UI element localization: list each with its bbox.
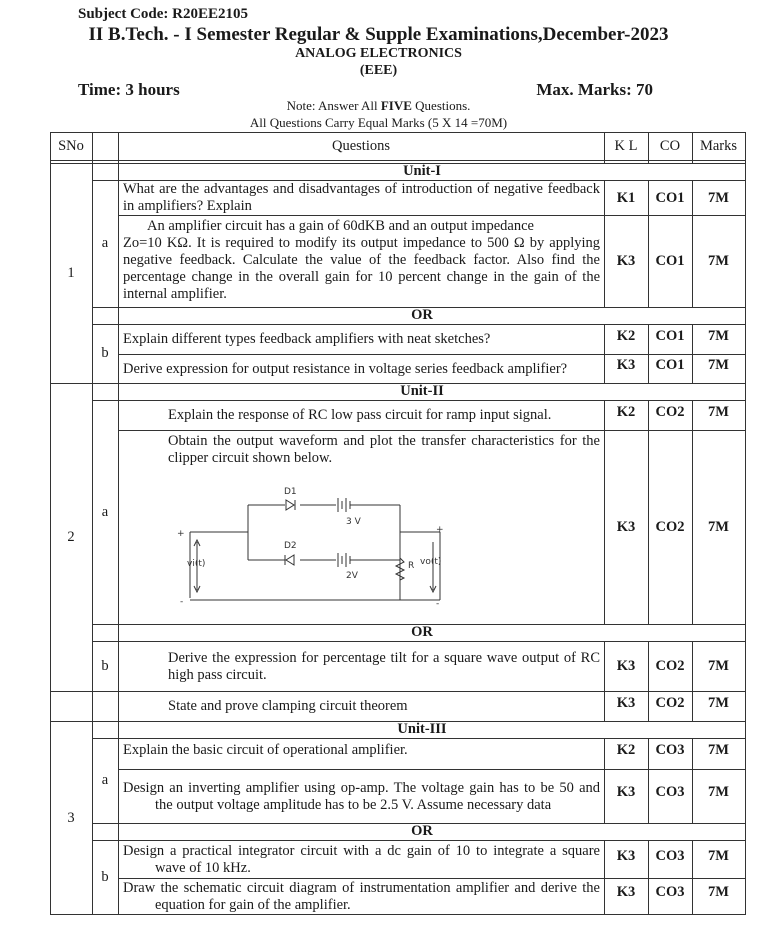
question-text bbox=[123, 217, 600, 308]
plus-sign: + bbox=[177, 529, 185, 539]
kl-value: K3 bbox=[616, 356, 636, 373]
question-text: Explain the response of RC low pass circuit for ramp input signal. bbox=[168, 407, 552, 423]
kl-value: K3 bbox=[616, 658, 636, 674]
kl-value: K3 bbox=[616, 883, 636, 900]
resistor-label: R bbox=[408, 561, 415, 571]
question-text: What are the advantages and disadvantages of introduction of negative feedback in amplifiers? Explain bbox=[123, 181, 600, 214]
exam-title: II B.Tech. - I Semester Regular & Supple Examinations,December-2023 bbox=[88, 24, 669, 45]
question-text: Design an inverting amplifier using op-amp. The voltage gain has to be 50 and the output voltage amplitude has to be 2.5 V. Assume necessary data bbox=[123, 779, 600, 813]
marks-value: 7M bbox=[708, 784, 729, 800]
co-value: CO1 bbox=[655, 253, 685, 269]
marks-note: All Questions Carry Equal Marks (5 X 14 =70M) bbox=[249, 115, 508, 130]
question-number: 2 bbox=[67, 528, 75, 545]
marks-value: 7M bbox=[708, 253, 729, 269]
or-separator: OR bbox=[411, 823, 433, 839]
question-text-rest: Zo=10 KΩ. It is required to modify its output impedance to 500 Ω by applying negative feedback. Calculate the value of the feedback factor. Also find the percentage change in the overall gain for 10 percent change in the gain of the internal amplifier. bbox=[123, 235, 600, 302]
note-line bbox=[0, 98, 757, 114]
note-prefix: Note: Answer All bbox=[286, 98, 381, 113]
question-number: 3 bbox=[67, 809, 75, 826]
kl-value: K3 bbox=[616, 784, 636, 800]
unit-heading: Unit-III bbox=[397, 721, 447, 737]
co-value: CO3 bbox=[655, 847, 685, 864]
unit-heading: Unit-I bbox=[403, 163, 441, 179]
part-label: b bbox=[101, 657, 109, 674]
plus-sign: + bbox=[436, 525, 444, 535]
co-value: CO1 bbox=[655, 356, 685, 373]
battery-v2-label: 2V bbox=[346, 571, 358, 581]
co-value: CO2 bbox=[655, 658, 685, 674]
col-header-questions: Questions bbox=[332, 138, 390, 154]
kl-value: K2 bbox=[616, 741, 636, 758]
question-text: State and prove clamping circuit theorem bbox=[168, 698, 408, 714]
marks-value: 7M bbox=[708, 694, 729, 711]
kl-value: K3 bbox=[616, 519, 636, 535]
marks-value: 7M bbox=[708, 883, 729, 900]
part-label: a bbox=[101, 503, 109, 520]
note-suffix: Questions. bbox=[411, 98, 471, 113]
col-header-sno: SNo bbox=[58, 138, 84, 154]
co-value: CO1 bbox=[655, 189, 685, 206]
battery-v1-label: 3 V bbox=[346, 517, 361, 527]
exam-time: Time: 3 hours bbox=[78, 80, 180, 99]
part-label: a bbox=[101, 235, 109, 251]
question-text: Obtain the output waveform and plot the transfer characteristics for the clipper circuit shown below. bbox=[168, 433, 600, 466]
marks-value: 7M bbox=[708, 189, 729, 206]
part-label: a bbox=[101, 772, 109, 788]
question-text: Explain the basic circuit of operational amplifier. bbox=[123, 741, 408, 758]
marks-value: 7M bbox=[708, 519, 729, 535]
clipper-circuit-diagram bbox=[160, 480, 460, 610]
diode-d1-symbol bbox=[286, 500, 294, 510]
unit-heading: Unit-II bbox=[400, 383, 444, 399]
marks-value: 7M bbox=[708, 741, 729, 758]
subject-name: ANALOG ELECTRONICS bbox=[295, 46, 462, 61]
co-value: CO3 bbox=[655, 784, 685, 800]
question-text-line1: An amplifier circuit has a gain of 60dKB and an output impedance bbox=[147, 218, 534, 234]
col-header-kl: K L bbox=[614, 138, 638, 154]
part-label: b bbox=[101, 345, 109, 361]
co-value: CO3 bbox=[655, 741, 685, 758]
row-divider bbox=[50, 160, 746, 161]
kl-value: K3 bbox=[616, 253, 636, 269]
kl-value: K2 bbox=[616, 327, 636, 344]
question-text: Derive expression for output resistance in voltage series feedback amplifier? bbox=[123, 360, 568, 377]
output-label: vo(t) bbox=[420, 557, 442, 567]
co-value: CO1 bbox=[655, 327, 685, 344]
diode-d2-symbol bbox=[286, 555, 294, 565]
max-marks: Max. Marks: 70 bbox=[536, 80, 653, 99]
marks-value: 7M bbox=[708, 327, 729, 344]
diode-d2-label: D2 bbox=[284, 541, 297, 551]
diode-d1-label: D1 bbox=[284, 487, 297, 497]
question-text: Derive the expression for percentage tilt for a square wave output of RC high pass circuit. bbox=[168, 649, 600, 683]
minus-sign: - bbox=[436, 599, 440, 609]
minus-sign: - bbox=[180, 597, 184, 607]
question-number: 1 bbox=[67, 264, 75, 281]
marks-value: 7M bbox=[708, 403, 729, 420]
input-label: vi(t) bbox=[187, 559, 206, 569]
or-separator: OR bbox=[411, 307, 433, 323]
col-header-co: CO bbox=[659, 138, 681, 154]
marks-value: 7M bbox=[708, 356, 729, 373]
co-value: CO2 bbox=[655, 694, 685, 711]
marks-value: 7M bbox=[708, 847, 729, 864]
kl-value: K2 bbox=[616, 403, 636, 420]
question-text: Explain different types feedback amplifiers with neat sketches? bbox=[123, 331, 491, 347]
question-text: Design a practical integrator circuit with a dc gain of 10 to integrate a square wave of 10 kHz. bbox=[123, 842, 600, 876]
row-divider bbox=[50, 914, 746, 915]
note-bold: FIVE bbox=[380, 98, 412, 113]
co-value: CO3 bbox=[655, 883, 685, 900]
question-text: Draw the schematic circuit diagram of instrumentation amplifier and derive the equation for gain of the amplifier. bbox=[123, 879, 600, 913]
marks-value: 7M bbox=[708, 658, 729, 674]
col-header-marks: Marks bbox=[699, 138, 738, 154]
kl-value: K3 bbox=[616, 694, 636, 711]
part-label: b bbox=[101, 868, 109, 885]
branch: (EEE) bbox=[359, 63, 398, 78]
kl-value: K1 bbox=[616, 189, 636, 206]
subject-code: Subject Code: R20EE2105 bbox=[78, 6, 249, 22]
co-value: CO2 bbox=[655, 519, 685, 535]
or-separator: OR bbox=[411, 624, 433, 640]
co-value: CO2 bbox=[655, 403, 685, 420]
table-border-right bbox=[745, 132, 746, 915]
col-divider bbox=[118, 132, 119, 915]
kl-value: K3 bbox=[616, 847, 636, 864]
